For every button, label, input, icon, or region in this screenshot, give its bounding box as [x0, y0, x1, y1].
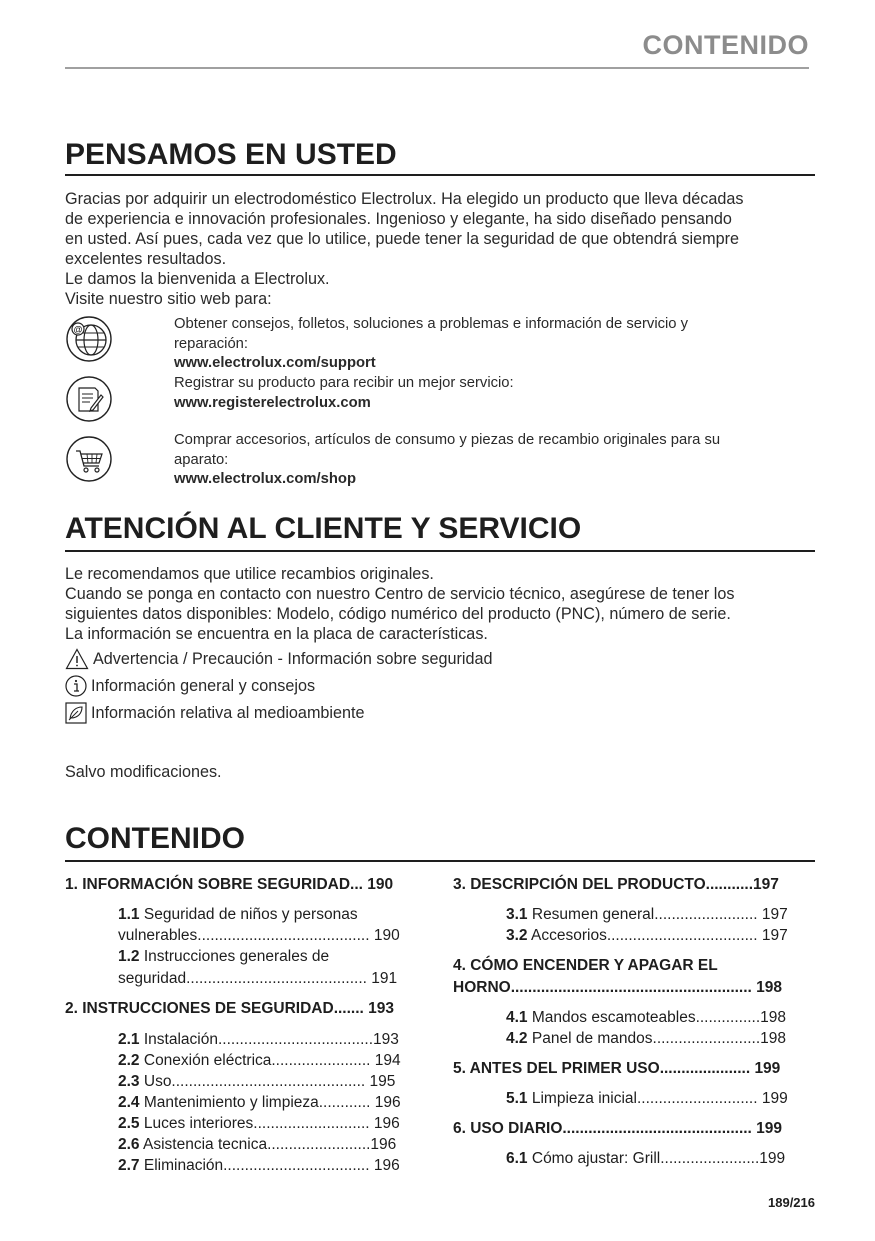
- toc-item-label: Limpieza inicial............................ 199: [527, 1090, 788, 1107]
- page-number: 189/216: [768, 1195, 815, 1210]
- toc-item-number: 3.1: [506, 906, 528, 923]
- welcome-line: en usted. Así pues, cada vez que lo utilice, puede tener la seguridad de que obtendrá siempre: [65, 230, 740, 248]
- register-document-icon: [65, 375, 113, 423]
- toc-item-number: 2.6: [118, 1136, 140, 1153]
- toc-item-2-6[interactable]: [118, 1136, 396, 1154]
- legend-environment-text: Información relativa al medioambiente: [91, 704, 365, 722]
- toc-section-2[interactable]: 2. INSTRUCCIONES DE SEGURIDAD....... 193: [65, 1000, 395, 1017]
- web-support-icon: [65, 315, 113, 363]
- toc-item-number: 2.5: [118, 1115, 140, 1132]
- legend-environment: [65, 702, 365, 724]
- toc-item-1-1-cont[interactable]: vulnerables........................................ 190: [118, 927, 400, 944]
- legend-info: [65, 675, 315, 697]
- toc-section-6[interactable]: 6. USO DIARIO............................................ 199: [453, 1120, 783, 1137]
- toc-item-4-1[interactable]: [506, 1009, 786, 1027]
- toc-item-2-1[interactable]: [118, 1031, 399, 1049]
- shopping-cart-icon: [65, 435, 113, 483]
- toc-item-number: 2.7: [118, 1157, 140, 1174]
- toc-item-label: Eliminación.................................. 196: [139, 1157, 400, 1174]
- toc-item-number: 3.2: [506, 927, 528, 944]
- toc-section-5[interactable]: 5. ANTES DEL PRIMER USO..................... 199: [453, 1060, 781, 1077]
- register-link[interactable]: www.registerelectrolux.com: [174, 394, 371, 411]
- service-text: [65, 564, 815, 644]
- legend-warning-text: Advertencia / Precaución - Información sobre seguridad: [93, 650, 493, 668]
- toc-item-3-1[interactable]: [506, 906, 788, 924]
- toc-item-2-2[interactable]: [118, 1052, 401, 1070]
- toc-item-label: Asistencia tecnica........................196: [139, 1136, 397, 1153]
- toc-section-4-cont[interactable]: HORNO........................................................ 198: [453, 979, 783, 996]
- note-text: Salvo modificaciones.: [65, 763, 222, 781]
- toc-item-label: Mandos escamoteables...............198: [527, 1009, 787, 1026]
- toc-item-label: Cómo ajustar: Grill.......................199: [527, 1150, 786, 1167]
- toc-section-4[interactable]: 4. CÓMO ENCENDER Y APAGAR EL: [453, 957, 718, 974]
- register-text: Registrar su producto para recibir un mejor servicio:: [174, 375, 514, 391]
- welcome-line: excelentes resultados.: [65, 250, 227, 268]
- toc-item-number: 5.1: [506, 1090, 528, 1107]
- toc-item-label: Accesorios................................... 197: [527, 927, 788, 944]
- toc-item-label: Resumen general........................ 197: [527, 906, 788, 923]
- service-line: La información se encuentra en la placa de características.: [65, 625, 488, 643]
- support-link[interactable]: www.electrolux.com/support: [174, 355, 376, 371]
- welcome-heading-rule: [65, 174, 815, 176]
- toc-section-1[interactable]: 1. INFORMACIÓN SOBRE SEGURIDAD... 190: [65, 876, 394, 893]
- modification-note: [65, 762, 815, 782]
- toc-item-number: 4.1: [506, 1009, 528, 1026]
- shop-text: aparato:: [174, 451, 229, 468]
- toc-item-6-1[interactable]: [506, 1150, 785, 1168]
- toc-item-1-2-cont[interactable]: seguridad.......................................... 191: [118, 970, 398, 987]
- warning-triangle-icon: [65, 648, 89, 670]
- shop-info: [174, 431, 814, 490]
- info-circle-icon: [65, 675, 87, 697]
- shop-text: Comprar accesorios, artículos de consumo y piezas de recambio originales para su: [174, 432, 721, 448]
- toc-item-label: Mantenimiento y limpieza............ 196: [139, 1094, 401, 1111]
- welcome-line: de experiencia e innovación profesionales. Ingenioso y elegante, ha sido diseñado pensando: [65, 210, 732, 228]
- support-text: Obtener consejos, folletos, soluciones a problemas e información de servicio y: [174, 316, 689, 332]
- leaf-icon: [65, 702, 87, 724]
- service-line: Cuando se ponga en contacto con nuestro Centro de servicio técnico, asegúrese de tener los: [65, 585, 735, 603]
- service-heading-rule: [65, 550, 815, 552]
- toc-item-1-2[interactable]: [118, 948, 329, 966]
- header-divider: [65, 67, 809, 69]
- toc-section-3[interactable]: 3. DESCRIPCIÓN DEL PRODUCTO...........197: [453, 876, 779, 893]
- page-header-title: CONTENIDO: [642, 30, 809, 60]
- toc-item-label: Instrucciones generales de: [139, 948, 330, 965]
- toc-item-1-1[interactable]: [118, 906, 358, 924]
- toc-item-4-2[interactable]: [506, 1030, 786, 1048]
- service-heading: ATENCIÓN AL CLIENTE Y SERVICIO: [65, 512, 582, 545]
- shop-link[interactable]: www.electrolux.com/shop: [174, 471, 356, 487]
- toc-item-number: 2.3: [118, 1073, 140, 1090]
- toc-item-number: 1.1: [118, 906, 140, 923]
- toc-item-number: 6.1: [506, 1150, 528, 1167]
- toc-item-label: Instalación....................................193: [139, 1031, 399, 1048]
- welcome-text: [65, 189, 815, 309]
- toc-item-label: Seguridad de niños y personas: [139, 906, 358, 923]
- register-info: [174, 374, 814, 413]
- legend-warning: [65, 648, 493, 670]
- contents-heading: CONTENIDO: [65, 822, 245, 855]
- contents-heading-rule: [65, 860, 815, 862]
- welcome-line: Visite nuestro sitio web para:: [65, 290, 272, 308]
- toc-item-2-3[interactable]: [118, 1073, 395, 1091]
- toc-item-2-4[interactable]: [118, 1094, 401, 1112]
- welcome-heading: PENSAMOS EN USTED: [65, 138, 397, 171]
- support-info: [174, 315, 814, 374]
- toc-item-2-7[interactable]: [118, 1157, 400, 1175]
- toc-item-2-5[interactable]: [118, 1115, 400, 1133]
- service-line: siguientes datos disponibles: Modelo, código numérico del producto (PNC), número de serie.: [65, 605, 731, 623]
- legend-info-text: Información general y consejos: [91, 677, 316, 695]
- toc-item-number: 1.2: [118, 948, 140, 965]
- toc-item-number: 4.2: [506, 1030, 528, 1047]
- toc-item-label: Panel de mandos.........................198: [527, 1030, 787, 1047]
- toc-item-number: 2.4: [118, 1094, 140, 1111]
- support-text: reparación:: [174, 335, 249, 352]
- service-line: Le recomendamos que utilice recambios originales.: [65, 565, 434, 583]
- toc-item-5-1[interactable]: [506, 1090, 788, 1108]
- toc-item-label: Conexión eléctrica....................... 194: [139, 1052, 401, 1069]
- toc-item-number: 2.2: [118, 1052, 140, 1069]
- toc-item-label: Luces interiores........................... 196: [139, 1115, 400, 1132]
- welcome-line: Le damos la bienvenida a Electrolux.: [65, 270, 330, 288]
- toc-item-label: Uso............................................. 195: [139, 1073, 396, 1090]
- toc-item-number: 2.1: [118, 1031, 140, 1048]
- welcome-line: Gracias por adquirir un electrodoméstico Electrolux. Ha elegido un producto que lleva décadas: [65, 190, 744, 208]
- toc-item-3-2[interactable]: [506, 927, 788, 945]
- svg-text:@: @: [73, 324, 83, 335]
